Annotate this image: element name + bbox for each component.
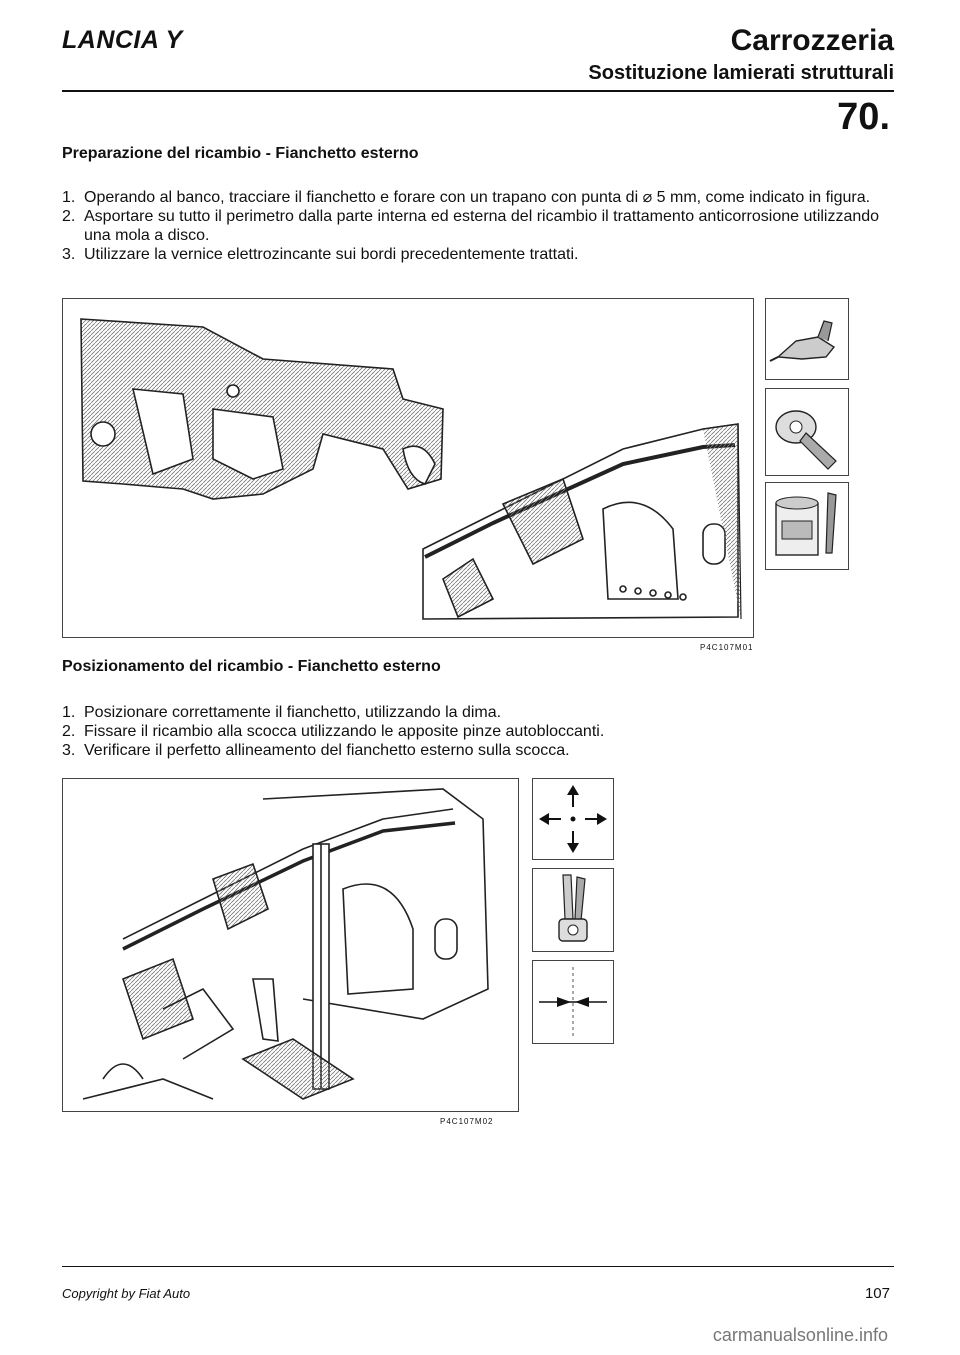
figure-2 <box>62 778 519 1112</box>
subsection-title: Sostituzione lamierati strutturali <box>588 62 894 84</box>
section-title: Carrozzeria <box>730 24 894 57</box>
zinc-paint-can-icon <box>765 482 849 570</box>
header-rule <box>62 90 894 92</box>
step-item <box>62 703 902 722</box>
step-text: Utilizzare la vernice elettrozincante sui bordi precedentemente trattati. <box>84 246 579 263</box>
position-arrows-icon <box>532 778 614 860</box>
footer-rule <box>62 1266 894 1267</box>
step-text: Fissare il ricambio alla scocca utilizzando le apposite pinze autobloccanti. <box>84 723 605 740</box>
step-text: Operando al banco, tracciare il fianchetto e forare con un trapano con punta di ⌀ 5 mm, come indicato in figura. <box>84 189 871 206</box>
step-number: 1. <box>62 704 76 721</box>
step-number: 1. <box>62 189 76 206</box>
part2-heading: Posizionamento del ricambio - Fianchetto esterno <box>62 658 441 675</box>
step-item <box>62 741 902 760</box>
step-text: Verificare il perfetto allineamento del fianchetto esterno sulla scocca. <box>84 742 570 759</box>
removed-panel-drawing <box>81 319 443 499</box>
figure-2-drawing <box>63 779 518 1111</box>
step-item <box>62 722 902 741</box>
step-number: 3. <box>62 246 76 263</box>
step-item <box>62 207 902 245</box>
step-item <box>62 245 902 264</box>
step-number: 2. <box>62 723 76 740</box>
watermark: carmanualsonline.info <box>712 1325 888 1345</box>
brand-title: LANCIA Y <box>62 26 183 54</box>
figure-1-code: P4C107M01 <box>700 643 754 652</box>
figure-2-code: P4C107M02 <box>440 1117 494 1126</box>
part1-steps <box>62 188 902 264</box>
angle-grinder-icon <box>765 388 849 476</box>
figure-1-drawing <box>63 299 753 637</box>
alignment-icon <box>532 960 614 1044</box>
page-code: 70. <box>837 96 890 138</box>
step-text: Posizionare correttamente il fianchetto, utilizzando la dima. <box>84 704 502 721</box>
step-number: 2. <box>62 208 76 225</box>
figure-1 <box>62 298 754 638</box>
part2-steps <box>62 703 902 760</box>
step-item <box>62 188 902 207</box>
step-text: Asportare su tutto il perimetro dalla parte interna ed esterna del ricambio il trattamento anticorrosione utilizzando una mola a disco. <box>84 208 880 244</box>
step-number: 3. <box>62 742 76 759</box>
page-number: 107 <box>864 1285 890 1302</box>
part1-heading: Preparazione del ricambio - Fianchetto esterno <box>62 145 419 162</box>
copyright-text: Copyright by Fiat Auto <box>62 1286 191 1301</box>
replacement-panel-drawing <box>423 424 741 619</box>
locking-pliers-icon <box>532 868 614 952</box>
drill-icon <box>765 298 849 380</box>
